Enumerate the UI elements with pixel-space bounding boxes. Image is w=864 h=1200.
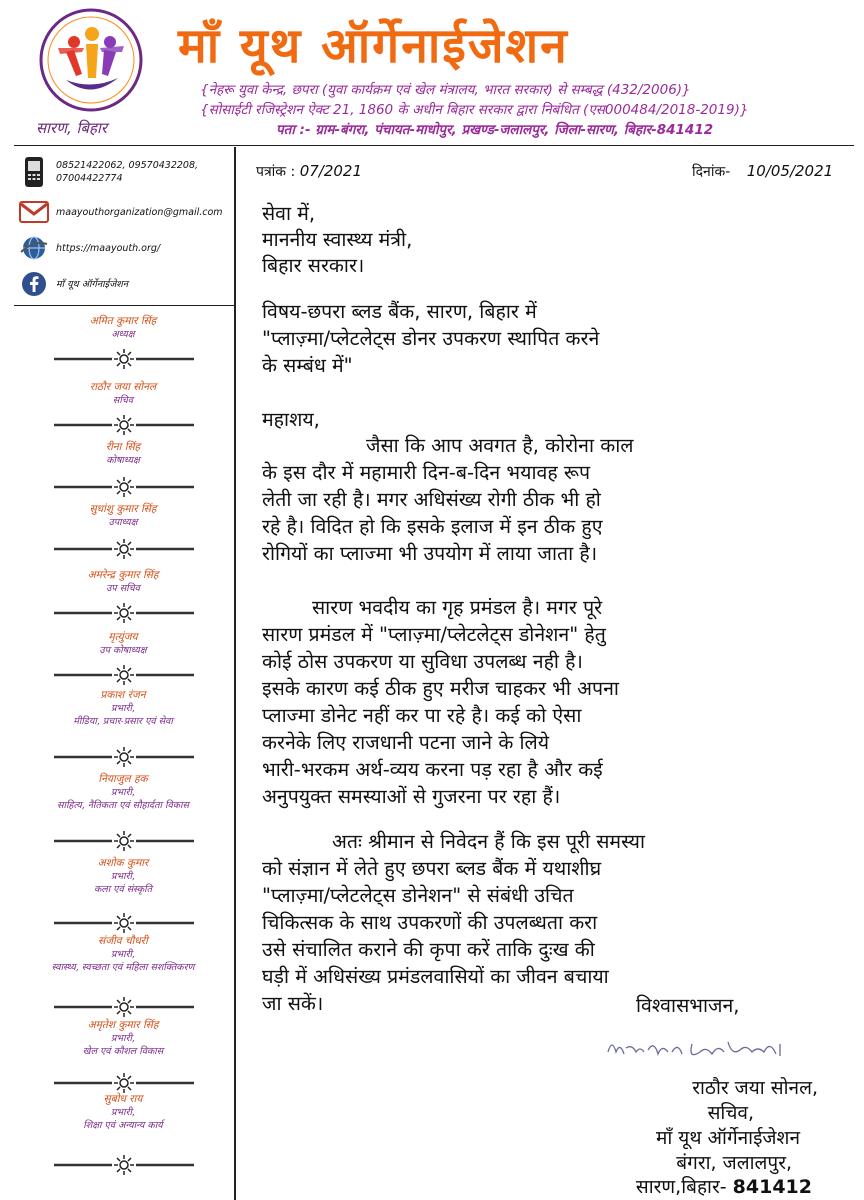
member-name: अमृतेश कुमार सिंह: [87, 1019, 159, 1031]
para2-line-1: सारण भवदीय का गृह प्रमंडल है। मगर पूरे: [312, 596, 603, 619]
member-name: अमरेन्द्र कुमार सिंह: [87, 569, 159, 581]
ornament-divider-icon: [54, 746, 194, 768]
member-7: [14, 688, 232, 728]
para1-line-3: लेती जा रही है। मगर अधिसंख्य रोगी ठीक भी हो: [262, 488, 601, 511]
member-portfolio: कला एवं संस्कृति: [93, 884, 153, 895]
member-6: [14, 630, 232, 657]
contact-email-row[interactable]: [18, 196, 223, 228]
affiliation-line: {नेहरू युवा केन्द्र, छपरा (युवा कार्यक्रम एवं खेल मंत्रालय, भारत सरकार) से सम्बद्ध (432/2006)}: [200, 82, 691, 98]
contact-website[interactable]: https://maayouth.org/: [56, 242, 161, 254]
member-role: उप सचिव: [106, 583, 140, 594]
para2-line-6: करनेके लिए राजधानी पटना जाने के लिये: [262, 731, 550, 754]
header-rule: [14, 145, 854, 146]
member-2: [14, 380, 232, 407]
para3-line-7: जा सकें।: [262, 992, 324, 1015]
signatory-name: राठौर जया सोनल,: [692, 1077, 818, 1099]
contact-email[interactable]: maayouthorganization@gmail.com: [56, 206, 223, 218]
para1-line-4: रहे है। विदित हो कि इसके इलाज में इन ठीक हुए: [262, 515, 603, 538]
contact-rule: [14, 305, 234, 306]
globe-icon: [18, 232, 50, 264]
member-name: अशोक कुमार: [97, 857, 149, 869]
member-3: [14, 440, 232, 467]
member-name: संजीव चौधरी: [98, 935, 148, 947]
member-name: राठौर जया सोनल: [89, 381, 157, 393]
para1-line-2: के इस दौर में महामारी दिन-ब-दिन भयावह रूप: [262, 461, 591, 484]
member-1: [14, 314, 232, 341]
para3-line-1: अतः श्रीमान से निवेदन हैं कि इस पूरी समस्या: [332, 830, 646, 853]
member-name: रीना सिंह: [105, 441, 141, 453]
mail-icon: [18, 196, 50, 228]
reference-number: [256, 162, 362, 181]
member-role: प्रभारी,: [111, 1033, 135, 1044]
handwritten-signature: [602, 1030, 802, 1066]
letterhead: [0, 0, 864, 148]
para3-line-2: को संज्ञान में लेते हुए छपरा ब्लड बैंक में यथाशीघ्र: [262, 857, 602, 880]
ornament-divider-icon: [54, 602, 194, 624]
contact-phone-row: [18, 156, 226, 188]
member-portfolio: मीडिया, प्रचार-प्रसार एवं सेवा: [73, 716, 173, 727]
ornament-divider-icon: [54, 348, 194, 370]
date-value: 10/05/2021: [746, 162, 834, 180]
member-12: [14, 1092, 232, 1132]
member-portfolio: स्वास्थ्य, स्वच्छता एवं महिला सशक्तिकरण: [51, 962, 195, 973]
member-portfolio: साहित्य, नैतिकता एवं सौहार्दता विकास: [57, 800, 189, 811]
member-role: उप कोषाध्यक्ष: [99, 645, 147, 656]
registration-line: {सोसाईटी रजिस्ट्रेशन ऐक्ट 21, 1860 के अधीन बिहार सरकार द्वारा निबंधित (एस000484/2018-2019)}: [200, 102, 749, 118]
para1-line-5: रोगियों का प्लाज्मा भी उपयोग में लाया जाता है।: [262, 542, 598, 565]
member-5: [14, 568, 232, 595]
signatory-district: सारण,बिहार-: [635, 1176, 727, 1198]
letter-body: [236, 148, 864, 1200]
signatory-organization: माँ यूथ ऑर्गेनाईजेशन: [655, 1127, 800, 1149]
para3-line-5: उसे संचालित कराने की कृपा करें ताकि दुःख की: [262, 938, 595, 961]
member-11: [14, 1018, 232, 1058]
ornament-divider-icon: [54, 996, 194, 1018]
address-line-1: सेवा में,: [262, 202, 316, 225]
subject-line-2: "प्लाज़्मा/प्लेटलेट्स डोनर उपकरण स्थापित करने: [262, 327, 600, 350]
member-role: प्रभारी,: [111, 787, 135, 798]
date-label: दिनांक-: [692, 164, 731, 180]
contact-facebook-row[interactable]: [18, 268, 128, 300]
member-role: प्रभारी,: [111, 703, 135, 714]
member-name: मृत्युंजय: [108, 631, 138, 643]
contact-panel: [14, 150, 232, 306]
address-line-3: बिहार सरकार।: [262, 254, 365, 277]
para2-line-5: प्लाज्मा डोनेट नहीं कर पा रहे है। कई को ऐसा: [262, 704, 582, 727]
logo-caption: सारण, बिहार: [36, 119, 107, 137]
contact-facebook[interactable]: माँ यूथ ऑर्गेनाईजेशन: [56, 278, 129, 290]
subject-line-3: के सम्बंध में": [262, 354, 353, 377]
ornament-divider-icon: [54, 830, 194, 852]
contact-website-row[interactable]: [18, 232, 160, 264]
ornament-divider-icon: [54, 1154, 194, 1176]
member-role: प्रभारी,: [111, 871, 135, 882]
signatory-pincode: 841412: [732, 1176, 812, 1198]
salutation: महाशय,: [262, 408, 320, 431]
organization-title: माँ यूथ ऑर्गेनाईजेशन: [178, 18, 569, 74]
member-8: [14, 772, 232, 812]
member-role: प्रभारी,: [111, 949, 135, 960]
member-role: कोषाध्यक्ष: [106, 455, 140, 466]
ornament-divider-icon: [54, 912, 194, 934]
signatory-role: सचिव,: [707, 1102, 754, 1124]
ornament-divider-icon: [54, 1072, 194, 1094]
phone-icon: [18, 156, 50, 188]
para2-line-2: सारण प्रमंडल में "प्लाज़्मा/प्लेटलेट्स डोनेशन" हेतु: [262, 623, 606, 646]
member-name: सुधांशु कुमार सिंह: [89, 503, 157, 515]
signatory-address-1: बंगरा, जलालपुर,: [676, 1152, 792, 1174]
facebook-icon: [18, 268, 50, 300]
member-name: प्रकाश रंजन: [100, 689, 146, 701]
ornament-divider-icon: [54, 476, 194, 498]
ornament-divider-icon: [54, 538, 194, 560]
address-line-2: माननीय स्वास्थ्य मंत्री,: [262, 228, 413, 251]
signatory-address-2: [636, 1175, 812, 1199]
member-4: [14, 502, 232, 529]
member-portfolio: खेल एवं कौशल विकास: [82, 1046, 164, 1057]
para2-line-8: अनुपयुक्त समस्याओं से गुजरना पर रहा हैं।: [262, 785, 561, 808]
reference-label: पत्रांक :: [256, 164, 296, 180]
para2-line-7: भारी-भरकम अर्थ-व्यय करना पड़ रहा है और कई: [262, 758, 603, 781]
member-role: प्रभारी,: [111, 1107, 135, 1118]
para2-line-4: इसके कारण कई ठीक हुए मरीज चाहकर भी अपना: [262, 677, 619, 700]
closing: विश्वासभाजन,: [636, 994, 740, 1017]
member-name: अमित कुमार सिंह: [89, 315, 157, 327]
para1-line-1: जैसा कि आप अवगत है, कोरोना काल: [366, 434, 634, 457]
member-10: [14, 934, 232, 974]
ornament-divider-icon: [54, 414, 194, 436]
letter-date: [692, 162, 833, 181]
reference-value: 07/2021: [299, 162, 363, 180]
member-name: नियाजुल हक: [98, 773, 148, 785]
para3-line-3: "प्लाज़्मा/प्लेटलेट्स डोनेशन" से संबंधी उचित: [262, 884, 574, 907]
member-role: अध्यक्ष: [111, 329, 135, 340]
member-role: सचिव: [112, 395, 134, 406]
para3-line-4: चिकित्सक के साथ उपकरणों की उपलब्धता करा: [262, 911, 598, 934]
address-line: पता :- ग्राम-बंगरा, पंचायत-माधोपुर, प्रखण्ड-जलालपुर, जिला-सारण, बिहार-841412: [276, 122, 714, 138]
member-portfolio: शिक्षा एवं अन्यान्य कार्य: [83, 1120, 163, 1131]
para3-line-6: घड़ी में अधिसंख्य प्रमंडलवासियों का जीवन बचाया: [262, 965, 609, 988]
subject-line-1: विषय-छपरा ब्लड बैंक, सारण, बिहार में: [262, 300, 537, 323]
para2-line-3: कोई ठोस उपकरण या सुविधा उपलब्ध नही है।: [262, 650, 583, 673]
ornament-divider-icon: [54, 664, 194, 686]
member-name: सुबोध राय: [103, 1093, 143, 1105]
contact-phone: 08521422062, 09570432208, 07004422774: [56, 160, 199, 184]
member-9: [14, 856, 232, 896]
member-role: उपाध्यक्ष: [108, 517, 138, 528]
organization-logo: [26, 8, 156, 118]
